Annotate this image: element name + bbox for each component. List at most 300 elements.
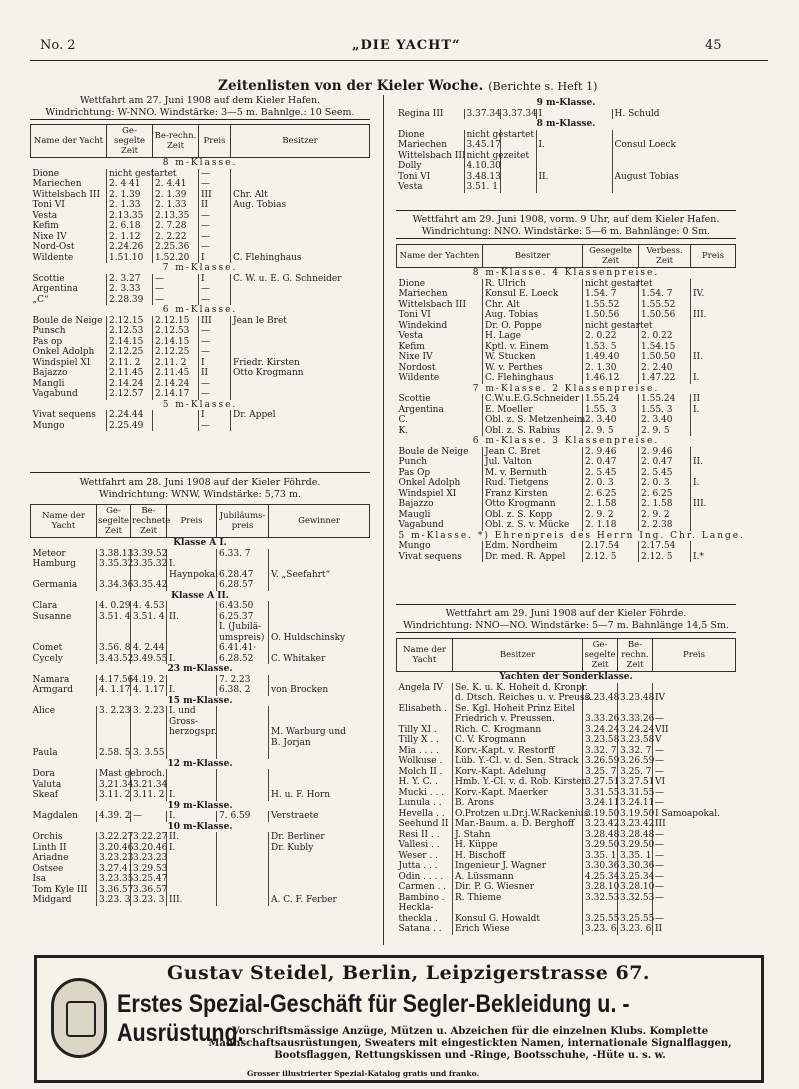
table-cell: 4.25.34 xyxy=(583,872,618,883)
table-cell: 2.12.53 xyxy=(153,326,199,337)
table-row xyxy=(31,675,370,686)
table-cell: Ariadne xyxy=(32,853,69,863)
table-cell: 2. 1.18 xyxy=(583,520,639,531)
table-cell: 3.23.35 xyxy=(97,874,131,885)
table-cell: „C“ xyxy=(32,294,49,305)
table-cell: theckla . xyxy=(398,913,438,924)
table-row xyxy=(31,622,370,633)
table-cell: Kptl. v. Einem xyxy=(483,342,583,353)
table-cell: 4. 2.44 xyxy=(131,643,167,654)
table-cell: 2. 2.38 xyxy=(639,520,691,531)
table-row xyxy=(397,279,736,290)
table-cell xyxy=(691,279,736,290)
table-cell: B. Arons xyxy=(453,798,583,809)
table-cell xyxy=(97,570,131,581)
table-cell: Otto Krogmann xyxy=(231,368,370,379)
table-cell: — xyxy=(199,242,231,253)
table-row xyxy=(397,405,736,416)
table-cell xyxy=(167,675,217,686)
table-cell: 3.35. 1 xyxy=(618,851,653,862)
table-cell: 7. 6.59 xyxy=(217,811,269,822)
table-cell: Tilly X . . xyxy=(398,735,439,745)
table-cell: 3.23. 3 xyxy=(97,895,131,906)
table-cell: 3.35.32 xyxy=(97,559,131,570)
table-cell xyxy=(31,570,97,581)
table-row xyxy=(31,874,370,885)
table-row xyxy=(31,190,370,201)
table-cell xyxy=(167,633,217,644)
table-cell: Ingenieur J. Wagner xyxy=(453,861,583,872)
table-cell: 3.28.48 xyxy=(618,830,653,841)
table-cell: Orchis xyxy=(32,832,63,842)
table-cell: 2.28.39 xyxy=(107,295,153,306)
table-cell: Carmen . . xyxy=(398,882,447,892)
table-cell: 2.14.15 xyxy=(107,337,153,348)
table-cell: 3.31.55 xyxy=(618,788,653,799)
table-cell xyxy=(618,704,653,715)
table-cell: Argentina xyxy=(32,284,78,294)
table-cell: 3.34.36 xyxy=(97,580,131,591)
column-header: Preis xyxy=(653,639,736,672)
class-heading-text: 5 m-Klasse. xyxy=(162,399,238,410)
table-row xyxy=(31,347,370,358)
table-cell xyxy=(231,421,370,432)
class-heading-text: 8 m-Klasse. xyxy=(536,119,596,129)
table-row xyxy=(397,300,736,311)
class-heading xyxy=(396,98,736,109)
table-cell: Korv.-Kapt. Adelung xyxy=(453,767,583,778)
table-cell: II. xyxy=(691,457,736,468)
table-cell: 2. 6.25 xyxy=(639,489,691,500)
table-cell: Wittelsbach III xyxy=(398,150,466,161)
class-heading xyxy=(397,531,736,542)
table-cell xyxy=(691,415,736,426)
table-cell: — xyxy=(653,830,736,841)
table-cell: 2.12.25 xyxy=(107,347,153,358)
table-cell: 3.31.55 xyxy=(583,788,618,799)
table-row xyxy=(31,253,370,264)
table-row xyxy=(397,468,736,479)
table-cell: 3.33.26 xyxy=(583,714,618,725)
table-cell: 3.23.42 xyxy=(618,819,653,830)
table-cell xyxy=(167,580,217,591)
table-cell: I. xyxy=(167,790,217,801)
table-cell xyxy=(691,468,736,479)
class-heading xyxy=(31,696,370,707)
table-cell xyxy=(217,780,269,791)
table-cell: Valuta xyxy=(32,779,62,790)
table-cell xyxy=(153,421,199,432)
folio: 45 xyxy=(705,38,722,53)
table-cell: 3.25.34 xyxy=(618,872,653,883)
table-cell: Dr. Berliner xyxy=(269,832,370,843)
table-cell: 3.11. 2 xyxy=(131,790,167,801)
table-cell xyxy=(217,832,269,843)
table-cell: 3.43.52 xyxy=(97,654,131,665)
table-cell xyxy=(31,738,97,749)
table-cell: nicht gestartet xyxy=(107,169,153,180)
table-cell: 2.17.54 xyxy=(583,541,639,552)
column-header: Besitzer xyxy=(453,639,583,672)
table-cell: — xyxy=(199,169,231,180)
table-cell: 2. 2.40 xyxy=(639,363,691,374)
column-header: Be-rechn. Zeit xyxy=(153,125,199,158)
table-row xyxy=(31,379,370,390)
table-cell: 3.23.58 xyxy=(618,735,653,746)
table-cell: 2. 0.47 xyxy=(583,457,639,468)
table-cell: Mariechen xyxy=(398,289,448,299)
table-row xyxy=(31,549,370,560)
table-cell: Wittelsbach III xyxy=(32,189,101,200)
table-row xyxy=(31,295,370,306)
table-cell: 3.29.50 xyxy=(583,840,618,851)
table-cell: 2.11. 2 xyxy=(107,358,153,369)
column-header: Jubiläums-preis xyxy=(217,505,269,538)
table-cell: Jean le Bret xyxy=(231,316,370,327)
table-row xyxy=(31,368,370,379)
results-table xyxy=(396,638,736,935)
table-cell: 2.12.15 xyxy=(107,316,153,327)
table-cell: III xyxy=(653,819,736,830)
table-cell xyxy=(269,612,370,623)
table-cell: Wildente xyxy=(398,373,440,383)
table-cell: Bajazzo xyxy=(32,368,68,378)
table-row xyxy=(31,421,370,432)
table-cell xyxy=(167,549,217,560)
class-heading-text: 15 m-Klasse. xyxy=(167,695,233,706)
table-row xyxy=(396,130,736,141)
table-cell: 1.54. 7 xyxy=(639,289,691,300)
table-cell: 3.23.42 xyxy=(583,819,618,830)
column-header: Ge-segelte Zeit xyxy=(107,125,153,158)
table-cell: 1.55.52 xyxy=(639,300,691,311)
table-cell: 3.23. 6 xyxy=(618,924,653,935)
table-cell: 2. 1.58 xyxy=(639,499,691,510)
table-cell: Armgard xyxy=(32,685,74,695)
table-cell: III. xyxy=(691,310,736,321)
table-cell xyxy=(231,389,370,400)
table-cell: nicht gezeitet xyxy=(464,151,500,162)
table-row xyxy=(31,326,370,337)
table-cell xyxy=(131,717,167,728)
table-cell xyxy=(217,727,269,738)
table-cell: 2.14.24 xyxy=(153,379,199,390)
race-wind: Windrichtung: WNW. Windstärke: 5,73 m. xyxy=(99,489,301,500)
table-cell xyxy=(500,161,536,172)
table-cell xyxy=(217,853,269,864)
table-cell: herzogspr. xyxy=(167,727,217,738)
table-cell: Alice xyxy=(32,706,56,716)
table-cell xyxy=(231,211,370,222)
table-cell: Wittelsbach III xyxy=(398,299,467,310)
table-row xyxy=(397,499,736,510)
table-row xyxy=(31,832,370,843)
table-cell: Mungo xyxy=(32,420,65,431)
class-heading xyxy=(31,305,370,316)
table-cell: Satana . . xyxy=(398,924,442,934)
table-cell: Nordost xyxy=(398,362,436,373)
table-cell: 3.24.11 xyxy=(618,798,653,809)
table-cell: 1.52.20 xyxy=(153,253,199,264)
table-cell: 3.25.55 xyxy=(583,914,618,925)
table-row xyxy=(396,172,736,183)
table-cell xyxy=(269,864,370,875)
table-cell xyxy=(269,769,370,780)
table-cell: Edm. Nordheim xyxy=(483,541,583,552)
table-cell: Vagabund xyxy=(32,389,78,399)
table-cell xyxy=(691,321,736,332)
table-cell: 1.46.12 xyxy=(583,373,639,384)
table-row xyxy=(31,211,370,222)
table-cell: 2. 9. 5 xyxy=(639,426,691,437)
race-27-june xyxy=(30,95,370,431)
table-cell xyxy=(131,738,167,749)
table-cell: Otto Krogmann xyxy=(483,499,583,510)
table-cell xyxy=(691,342,736,353)
class-heading-text: 8 m-Klasse. 4 Klassenpreise. xyxy=(472,268,660,278)
table-cell xyxy=(97,717,131,728)
table-row xyxy=(31,284,370,295)
table-cell xyxy=(31,633,97,644)
table-cell: 4.10.30 xyxy=(464,161,500,172)
table-cell: — xyxy=(653,798,736,809)
table-cell: Aug. Tobias xyxy=(483,310,583,321)
table-cell: Dione xyxy=(398,278,426,289)
table-cell: 4.39. 2 xyxy=(97,811,131,822)
table-cell xyxy=(536,161,612,172)
table-cell: — xyxy=(199,221,231,232)
table-cell: Konsul E. Loeck xyxy=(483,289,583,300)
table-cell: H. u. F. Horn xyxy=(269,790,370,801)
table-cell: Vallesi . . xyxy=(398,840,440,850)
table-cell: Mar.-Baum. a. D. Berghoff xyxy=(453,819,583,830)
table-cell xyxy=(231,326,370,337)
class-heading-text: 9 m-Klasse. xyxy=(536,98,596,108)
table-cell: Consul Loeck xyxy=(612,140,736,151)
table-cell: Se. Kgl. Hoheit Prinz Eitel xyxy=(453,704,583,715)
advertisement-footer: Grosser illustrierter Spezial-Katalog gratis und franko. xyxy=(247,1069,480,1078)
advertisement-headline: Erstes Spezial-Geschäft für Segler-Bekleidung u. -Ausrüstung. xyxy=(117,990,630,1047)
table-cell: W. v. Perthes xyxy=(483,363,583,374)
table-cell: 2. 1.30 xyxy=(583,363,639,374)
table-cell xyxy=(691,489,736,500)
table-row xyxy=(31,633,370,644)
table-cell xyxy=(231,242,370,253)
table-cell: 1.47.22 xyxy=(639,373,691,384)
table-cell: 1.54.15 xyxy=(639,342,691,353)
table-cell: 2. 6.25 xyxy=(583,489,639,500)
table-cell: — xyxy=(199,179,231,190)
table-cell: Skeaf xyxy=(32,790,59,800)
table-cell: O.Protzen u.Dr.j.W.Rackenius xyxy=(453,809,583,820)
table-row xyxy=(396,151,736,162)
table-row xyxy=(31,389,370,400)
table-cell xyxy=(217,769,269,780)
table-row xyxy=(31,358,370,369)
table-cell: 3.23.58 xyxy=(583,735,618,746)
table-cell: 2. 2.22 xyxy=(153,232,199,243)
table-cell: Konsul G. Howaldt xyxy=(453,914,583,925)
column-header: Be-rechn. Zeit xyxy=(618,639,653,672)
table-cell: C. xyxy=(398,415,408,425)
table-cell: 2. 0.22 xyxy=(583,331,639,342)
table-cell: 4. 1.17 xyxy=(97,685,131,696)
table-row xyxy=(397,746,736,757)
table-cell: 3.35.32 xyxy=(131,559,167,570)
table-cell xyxy=(31,717,97,728)
table-cell: 2.24.44 xyxy=(107,410,153,421)
table-cell: 2.12. 5 xyxy=(583,552,639,563)
table-cell xyxy=(269,549,370,560)
table-cell: — xyxy=(653,893,736,904)
table-row xyxy=(31,570,370,581)
table-cell: umspreis) xyxy=(217,633,269,644)
table-cell xyxy=(97,633,131,644)
table-row xyxy=(31,242,370,253)
table-cell: 3.39.52 xyxy=(131,549,167,560)
table-cell: 3.35. 1 xyxy=(583,851,618,862)
class-heading xyxy=(31,759,370,770)
table-cell: I. xyxy=(167,811,217,822)
race-heading: Wettfahrt am 28. Juni 1908 auf der Kieler Föhrde. xyxy=(30,472,370,489)
table-cell: 3.27.51 xyxy=(583,777,618,788)
results-table xyxy=(30,504,370,906)
table-cell: 3.21.34 xyxy=(131,780,167,791)
table-cell xyxy=(167,864,217,875)
table-cell xyxy=(217,874,269,885)
table-cell: 3.32. 7 xyxy=(618,746,653,757)
table-cell: — xyxy=(653,914,736,925)
table-cell: — xyxy=(653,788,736,799)
table-cell: Linth II xyxy=(32,842,67,853)
table-cell: Regina III xyxy=(398,108,444,119)
table-row xyxy=(31,811,370,822)
table-cell: I xyxy=(199,253,231,264)
table-cell xyxy=(397,714,453,725)
table-row xyxy=(397,914,736,925)
table-cell: d. Dtsch. Reiches u. v. Preuss. xyxy=(453,693,583,704)
table-row xyxy=(397,520,736,531)
table-cell: 1.54. 7 xyxy=(583,289,639,300)
table-cell: Mucki . . . xyxy=(398,787,445,798)
table-row xyxy=(397,704,736,715)
table-cell: 6.38. 2 xyxy=(217,685,269,696)
table-cell: nicht gestartet xyxy=(583,279,639,290)
table-cell xyxy=(167,738,217,749)
table-cell: V xyxy=(653,735,736,746)
table-cell: 6.28.52 xyxy=(217,654,269,665)
table-cell xyxy=(131,570,167,581)
table-cell: Windspiel XI xyxy=(398,488,457,499)
table-cell: 3.23.23 xyxy=(97,853,131,864)
table-cell: II xyxy=(199,200,231,211)
table-cell: 4. 0.29 xyxy=(97,601,131,612)
table-cell: Obl. z. S. v. Mücke xyxy=(483,520,583,531)
table-cell: 6.41.41· xyxy=(217,643,269,654)
table-cell: Jean C. Bret xyxy=(483,447,583,458)
table-cell: 2. 3.33 xyxy=(107,284,153,295)
column-header: Preis xyxy=(691,245,736,268)
table-row xyxy=(31,337,370,348)
table-cell xyxy=(583,704,618,715)
table-cell xyxy=(231,221,370,232)
table-cell: III. xyxy=(167,895,217,906)
table-cell: 3.19.50 xyxy=(583,809,618,820)
table-cell: 2.24.26 xyxy=(107,242,153,253)
table-cell xyxy=(131,622,167,633)
table-cell xyxy=(269,780,370,791)
table-cell: H. Küppe xyxy=(453,840,583,851)
column-header: Name der Yachten xyxy=(397,245,483,268)
table-cell: III xyxy=(199,190,231,201)
table-cell: — xyxy=(199,326,231,337)
table-cell: 2.12.25 xyxy=(153,347,199,358)
table-cell: — xyxy=(653,840,736,851)
table-cell: 2. 5.45 xyxy=(639,468,691,479)
table-cell: 3.23.23 xyxy=(131,853,167,864)
table-cell: Obl. z. S. Metzenheim xyxy=(483,415,583,426)
table-cell: Rich. C. Krogmann xyxy=(453,725,583,736)
table-cell: Hamburg xyxy=(32,559,76,569)
table-cell xyxy=(97,738,131,749)
column-header: Name der Yacht xyxy=(31,125,107,158)
table-cell: 2. 6.18 xyxy=(107,221,153,232)
table-cell: 3.27.41 xyxy=(97,864,131,875)
table-cell: 7. 2.23 xyxy=(217,675,269,686)
table-cell: 2. 4.41 xyxy=(153,179,199,190)
table-cell: Vesta xyxy=(398,182,423,192)
table-cell: A. Lüssmann xyxy=(453,872,583,883)
table-cell: 2.12. 5 xyxy=(639,552,691,563)
table-cell: Resi II . . xyxy=(398,829,440,840)
table-row xyxy=(397,798,736,809)
table-cell xyxy=(583,903,618,914)
table-cell: Vivat sequens xyxy=(32,410,96,420)
table-cell xyxy=(231,232,370,243)
table-cell: I Samoapokal. xyxy=(653,809,736,820)
results-table xyxy=(396,244,745,562)
table-cell: III. xyxy=(691,499,736,510)
table-cell xyxy=(269,675,370,686)
table-row xyxy=(397,861,736,872)
class-heading xyxy=(31,822,370,833)
table-cell: 2.25.49 xyxy=(107,421,153,432)
table-cell: Friedr. Kirsten xyxy=(231,358,370,369)
table-cell: 2.13.35 xyxy=(153,211,199,222)
table-cell: H. Bischoff xyxy=(453,851,583,862)
table-row xyxy=(397,903,736,914)
table-cell: K. xyxy=(398,425,409,436)
column-header: Gesegelte Zeit xyxy=(583,245,639,268)
table-cell: 3.28.48 xyxy=(583,830,618,841)
table-cell: Nixe IV xyxy=(398,352,433,362)
table-cell: 3.48.13 xyxy=(464,172,500,183)
table-cell: Vesta xyxy=(32,210,58,221)
class-heading xyxy=(397,672,736,683)
results-table xyxy=(396,98,736,193)
table-cell: 2.13.35 xyxy=(107,211,153,222)
journal-title: „DIE YACHT“ xyxy=(352,38,461,53)
table-cell: 1.49.40 xyxy=(583,352,639,363)
table-cell: 3.28.10 xyxy=(583,882,618,893)
table-cell: Ostsee xyxy=(32,863,64,874)
race-wind: Windrichtung: W-NNO. Windstärke: 3—5 m. Bahnlge.: 10 Seem. xyxy=(30,107,370,120)
table-cell xyxy=(269,748,370,759)
table-cell xyxy=(653,903,736,914)
table-cell: O. Huldschinsky xyxy=(269,633,370,644)
table-cell: Paula xyxy=(32,748,58,758)
table-cell xyxy=(500,140,536,151)
